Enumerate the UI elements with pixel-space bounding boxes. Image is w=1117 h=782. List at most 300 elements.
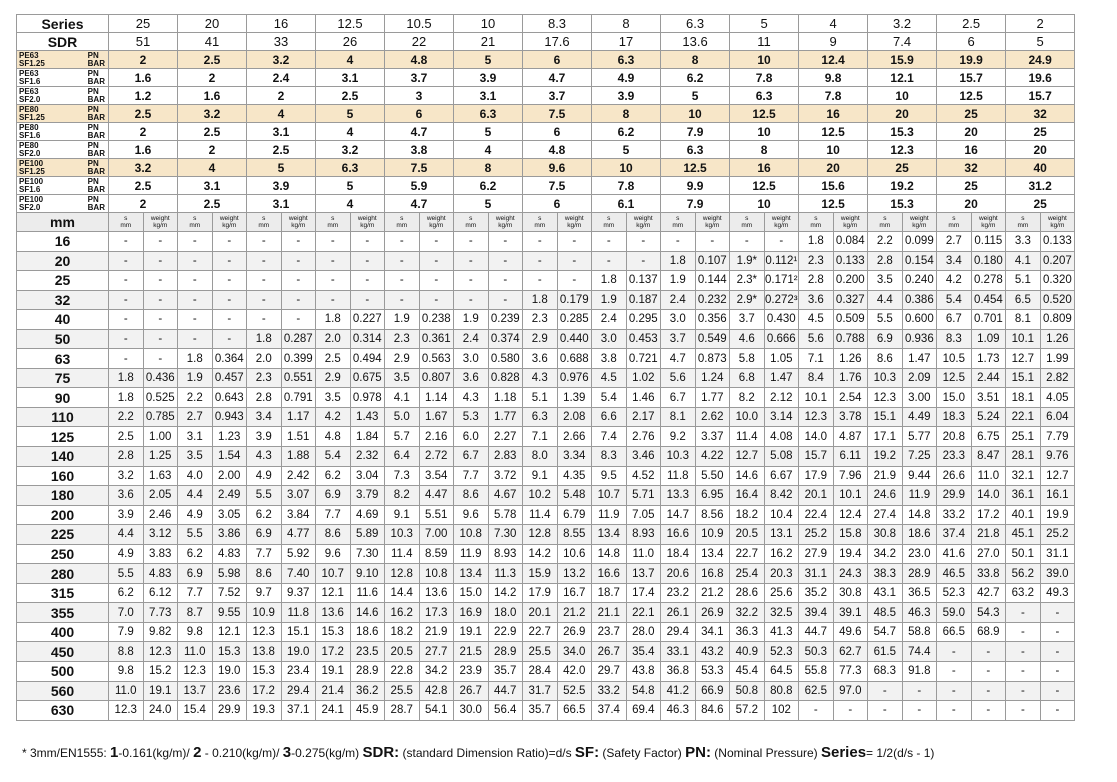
header-unit: mm [948,222,960,229]
wall-value: 3.7 [730,310,765,330]
weight-value: 3.86 [212,525,247,545]
weight-value: 0.187 [626,290,661,310]
wall-value: - [454,232,489,252]
wall-value: 4.0 [178,466,213,486]
sdr-value: 17.6 [523,33,592,51]
wall-value: 4.8 [316,427,351,447]
wall-value: - [316,232,351,252]
weight-value: 64.5 [764,662,799,682]
sdr-label: SDR [17,33,109,51]
pn-value: 12.3 [868,141,937,159]
wall-value: 8.1 [661,407,696,427]
wall-value: - [592,251,627,271]
wall-value: 27.4 [868,505,903,525]
weight-value: 2.08 [557,407,592,427]
pn-value: 3 [385,87,454,105]
wall-value: 28.6 [730,583,765,603]
weight-value: 4.69 [350,505,385,525]
wall-value: 12.7 [730,447,765,467]
wall-value: 26.6 [937,466,972,486]
series-value: 2 [1006,15,1075,33]
pn-value: 3.1 [247,195,316,213]
wall-value: 14.8 [592,544,627,564]
safety-factor: SF1.25 [19,58,45,68]
wall-value: 12.7 [1006,349,1041,369]
weight-value: 24.0 [143,701,178,721]
table-row [17,251,1075,271]
pn-value: 2.5 [178,195,247,213]
wall-value: 4.3 [523,368,558,388]
safety-factor: SF2.0 [19,202,41,212]
weight-value: 5.78 [488,505,523,525]
weight-value: 12.3 [143,642,178,662]
wall-value: 39.4 [799,603,834,623]
wall-value: 21.9 [868,466,903,486]
wall-value: 43.1 [868,583,903,603]
pn-definition: (Nominal Pressure) [710,746,821,760]
pn-value: 6 [523,195,592,213]
weight-value: 5.92 [281,544,316,564]
table-row [17,271,1075,291]
weight-value: 11.8 [281,603,316,623]
material: PE80 [19,122,39,132]
wall-value: 5.8 [730,349,765,369]
wall-value: 36.1 [1006,486,1041,506]
wall-thickness-header [592,213,627,232]
wall-value: 1.9* [730,251,765,271]
wall-value: 2.2 [109,407,144,427]
weight-value: - [971,662,1006,682]
diameter-mm: 560 [17,681,109,701]
wall-value: 11.4 [385,544,420,564]
wall-value: 16.6 [592,564,627,584]
weight-value: 7.30 [488,525,523,545]
weight-value: - [212,290,247,310]
wall-value: 2.2 [178,388,213,408]
wall-value: 5.1 [523,388,558,408]
wall-value: 37.4 [937,525,972,545]
safety-factor: SF1.6 [19,184,41,194]
weight-value: 34.0 [557,642,592,662]
wall-value: 14.6 [730,466,765,486]
weight-value: 1.02 [626,368,661,388]
wall-value: 7.4 [592,427,627,447]
weight-value: 0.144 [695,271,730,291]
weight-value: 1.77 [695,388,730,408]
wall-value: 32.1 [1006,466,1041,486]
diameter-mm: 250 [17,544,109,564]
footnote-2: 2 [193,744,202,761]
weight-value: 28.9 [488,642,523,662]
diameter-mm: 40 [17,310,109,330]
sdr-value: 22 [385,33,454,51]
weight-header [557,213,592,232]
pn-bar-unit [88,124,108,140]
diameter-mm: 500 [17,662,109,682]
weight-value: - [557,251,592,271]
weight-value: 13.7 [626,564,661,584]
weight-value: 3.07 [281,486,316,506]
wall-value: 2.8 [799,271,834,291]
unit-header-row [17,213,1075,232]
pn-value: 4.8 [523,141,592,159]
diameter-mm: 160 [17,466,109,486]
weight-value: - [143,290,178,310]
table-row [17,466,1075,486]
weight-value: 16.8 [695,564,730,584]
wall-value: 8.4 [799,368,834,388]
wall-value: 14.4 [385,583,420,603]
pn-value: 8 [454,159,523,177]
wall-value: 1.8 [316,310,351,330]
wall-value: 19.1 [316,662,351,682]
weight-value: 1.77 [488,407,523,427]
weight-value: - [281,310,316,330]
weight-value: 3.12 [143,525,178,545]
weight-value: 0.386 [902,290,937,310]
weight-value: 6.67 [764,466,799,486]
pn-value: 6.2 [592,123,661,141]
wall-thickness-header [454,213,489,232]
wall-value: 8.6 [454,486,489,506]
diameter-mm: 20 [17,251,109,271]
diameter-mm: 280 [17,564,109,584]
header-top: s [607,215,611,222]
weight-value: 2.16 [419,427,454,447]
table-row [17,388,1075,408]
wall-value: 27.9 [799,544,834,564]
weight-value: 0.207 [1040,251,1075,271]
weight-value: 49.3 [1040,583,1075,603]
weight-value: 0.807 [419,368,454,388]
wall-value: 1.9 [592,290,627,310]
wall-thickness-header [868,213,903,232]
sdr-value: 6 [937,33,1006,51]
weight-value: 3.37 [695,427,730,447]
pn-bar-unit [88,196,108,212]
wall-value: 14.2 [523,544,558,564]
weight-value: 1.47 [764,368,799,388]
pn-row [17,177,1075,195]
pn-value: 24.9 [1006,51,1075,69]
wall-value: 5.7 [385,427,420,447]
pn-bar-unit [88,178,108,194]
wall-value: - [661,232,696,252]
wall-value: 13.4 [592,525,627,545]
weight-value: 1.23 [212,427,247,447]
weight-value: 10.1 [833,486,868,506]
weight-value: 26.9 [695,603,730,623]
weight-value: 32.5 [764,603,799,623]
weight-value: 3.05 [212,505,247,525]
pn-value: 1.2 [109,87,178,105]
wall-value: 6.4 [385,447,420,467]
weight-value: 4.67 [488,486,523,506]
weight-value: 7.79 [1040,427,1075,447]
header-top: weight [909,215,929,222]
pn-row-label [17,69,109,87]
wall-value: 15.3 [247,662,282,682]
wall-value: 20.8 [937,427,972,447]
weight-value: 97.0 [833,681,868,701]
wall-value: 15.9 [523,564,558,584]
wall-value: 4.4 [868,290,903,310]
wall-value: 3.0 [592,329,627,349]
weight-value: 15.8 [833,525,868,545]
header-top: weight [357,215,377,222]
sdr-definition: (standard Dimension Ratio)=d/s [399,746,575,760]
weight-value: 0.107 [695,251,730,271]
wall-value: 6.2 [178,544,213,564]
weight-value: - [419,232,454,252]
wall-value: 2.3* [730,271,765,291]
pn-value: 10 [799,141,868,159]
wall-value: - [1006,603,1041,623]
weight-value: 25.6 [764,583,799,603]
weight-value: 1.26 [833,349,868,369]
wall-value: 17.1 [868,427,903,447]
pn-row-label [17,123,109,141]
weight-value: 0.440 [557,329,592,349]
wall-value: 5.5 [109,564,144,584]
wall-value: 33.1 [661,642,696,662]
pn-row [17,123,1075,141]
wall-value: 11.9 [592,505,627,525]
weight-value: - [350,271,385,291]
wall-value: 40.9 [730,642,765,662]
wall-value: - [316,271,351,291]
weight-value: 1.24 [695,368,730,388]
header-top: weight [1047,215,1067,222]
weight-value: 23.5 [350,642,385,662]
weight-value: 0.828 [488,368,523,388]
wall-thickness-header [730,213,765,232]
wall-value: - [1006,681,1041,701]
weight-value: 14.6 [350,603,385,623]
weight-value: - [1040,662,1075,682]
wall-value: 13.3 [661,486,696,506]
weight-value: 19.0 [281,642,316,662]
footnote-1-value: -0.161(kg/m)/ [118,746,194,760]
wall-value: 5.3 [454,407,489,427]
weight-value: 18.0 [488,603,523,623]
wall-value: 35.2 [799,583,834,603]
pn-row-label [17,159,109,177]
sdr-value: 7.4 [868,33,937,51]
diameter-mm: 400 [17,622,109,642]
pn-value: 6.3 [454,105,523,123]
wall-value: 19.3 [247,701,282,721]
pn-value: 15.9 [868,51,937,69]
weight-value: - [557,232,592,252]
pn-value: 3.1 [316,69,385,87]
wall-value: 56.2 [1006,564,1041,584]
sdr-value: 9 [799,33,868,51]
weight-value: - [419,251,454,271]
pn-value: 6 [523,123,592,141]
pn-value: 25 [1006,195,1075,213]
wall-value: 22.4 [799,505,834,525]
header-unit: kg/m [429,222,444,229]
weight-value: - [1040,681,1075,701]
weight-value: 39.1 [833,603,868,623]
weight-header [143,213,178,232]
weight-value: 26.9 [557,622,592,642]
weight-value: 0.688 [557,349,592,369]
pn-value: 10 [868,87,937,105]
weight-value: 0.563 [419,349,454,369]
weight-value: 3.72 [488,466,523,486]
wall-value: 1.8 [247,329,282,349]
wall-value: 4.1 [1006,251,1041,271]
wall-value: 6.9 [178,564,213,584]
pn-value: 4 [316,195,385,213]
pn-value: 2.5 [109,105,178,123]
weight-value: 7.25 [902,447,937,467]
weight-header [1040,213,1075,232]
weight-value: 9.76 [1040,447,1075,467]
pn-value: 32 [1006,105,1075,123]
wall-value: - [109,271,144,291]
weight-value: 37.1 [281,701,316,721]
weight-value: 29.4 [281,681,316,701]
weight-value: 23.0 [902,544,937,564]
wall-value: 3.0 [454,349,489,369]
wall-value: 12.3 [178,662,213,682]
weight-value: 1.39 [557,388,592,408]
bar-unit: BAR [87,202,105,212]
weight-value: 0.137 [626,271,661,291]
weight-value: 7.96 [833,466,868,486]
wall-value: 2.8 [247,388,282,408]
series-value: 6.3 [661,15,730,33]
pn-row [17,51,1075,69]
pn-value: 6.1 [592,195,661,213]
pn-value: 8 [730,141,799,159]
weight-value: 12.1 [212,622,247,642]
pn-value: 3.1 [247,123,316,141]
wall-value: 7.0 [109,603,144,623]
weight-header [488,213,523,232]
weight-value: - [626,251,661,271]
weight-value: 2.32 [350,447,385,467]
wall-thickness-header [109,213,144,232]
sdr-value: 13.6 [661,33,730,51]
pn-row-label [17,87,109,105]
pn-value: 4 [316,123,385,141]
weight-value: 10.9 [695,525,730,545]
wall-value: 1.8 [799,232,834,252]
weight-value: 44.7 [488,681,523,701]
pn-value: 3.2 [247,51,316,69]
wall-value: 11.4 [730,427,765,447]
wall-value: - [385,232,420,252]
weight-value: 35.7 [488,662,523,682]
weight-value: 0.171² [764,271,799,291]
table-row [17,564,1075,584]
pn-value: 12.4 [799,51,868,69]
wall-value: - [1006,662,1041,682]
wall-value: 8.3 [592,447,627,467]
weight-value: 1.43 [350,407,385,427]
header-unit: mm [120,222,132,229]
weight-value: 7.00 [419,525,454,545]
weight-value: 1.51 [281,427,316,447]
weight-value: 6.12 [143,583,178,603]
weight-value: 2.83 [488,447,523,467]
weight-value: 58.8 [902,622,937,642]
wall-value: 28.4 [523,662,558,682]
header-top: weight [978,215,998,222]
weight-header [764,213,799,232]
weight-value: - [212,232,247,252]
wall-thickness-header [937,213,972,232]
diameter-mm: 225 [17,525,109,545]
weight-value: 1.14 [419,388,454,408]
weight-value: 0.200 [833,271,868,291]
wall-value: 5.5 [868,310,903,330]
pn-bar-unit [88,70,108,86]
pn-unit: PN [87,104,99,114]
wall-value: 25.2 [799,525,834,545]
weight-value: 34.2 [419,662,454,682]
wall-value: 50.8 [730,681,765,701]
weight-value: 6.04 [1040,407,1075,427]
wall-value: 23.3 [937,447,972,467]
wall-value: 2.7 [937,232,972,252]
wall-value: - [178,251,213,271]
wall-value: - [454,271,489,291]
wall-value: 14.0 [799,427,834,447]
wall-value: - [523,232,558,252]
wall-value: 10.5 [937,349,972,369]
header-top: s [745,215,749,222]
wall-value: 15.1 [1006,368,1041,388]
pn-row-label [17,177,109,195]
wall-value: 33.2 [937,505,972,525]
wall-value: - [868,681,903,701]
pn-value: 20 [937,195,1006,213]
weight-value: 7.40 [281,564,316,584]
wall-value: 62.5 [799,681,834,701]
wall-value: 10.3 [868,368,903,388]
weight-value: 54.8 [626,681,661,701]
pn-value: 3.9 [247,177,316,195]
wall-value: 6.2 [247,505,282,525]
bar-unit: BAR [87,58,105,68]
weight-value: 18.6 [902,525,937,545]
weight-value: 1.46 [626,388,661,408]
weight-value: 0.327 [833,290,868,310]
weight-value: 2.12 [764,388,799,408]
pn-value: 20 [937,123,1006,141]
weight-value: 16.2 [764,544,799,564]
wall-value: - [109,232,144,252]
weight-value: 34.1 [695,622,730,642]
weight-value: - [212,251,247,271]
header-top: weight [840,215,860,222]
weight-value: 12.7 [1040,466,1075,486]
wall-value: 26.7 [592,642,627,662]
wall-value: 22.7 [523,622,558,642]
wall-value: 4.9 [178,505,213,525]
weight-value: - [488,232,523,252]
wall-value: 38.3 [868,564,903,584]
header-unit: kg/m [912,222,927,229]
wall-value: 5.6 [799,329,834,349]
pipe-spec-sheet [16,14,1074,721]
safety-factor: SF1.6 [19,76,41,86]
